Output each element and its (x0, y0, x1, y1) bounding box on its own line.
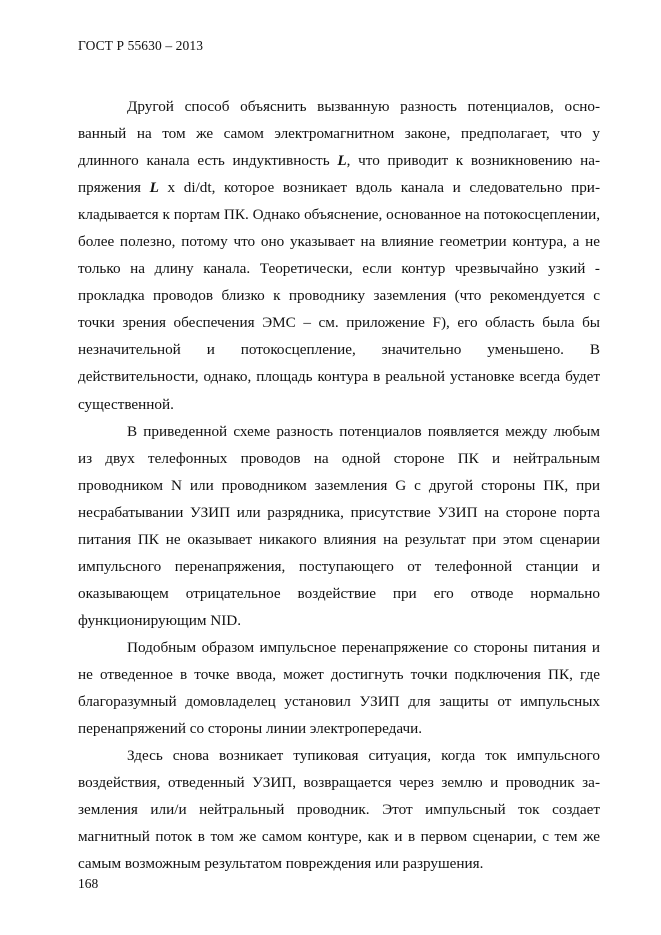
paragraph-dead-end-situation: Здесь снова возникает тупиковая ситуация, когда ток импульсного воздействия, отведенный УЗИП, возвращается через землю и проводник заземления или/и нейтральный проводник. Этот импульсный ток создает магнитный поток в том же самом контуре, как и в первом сценарии, с тем же самым возможным результатом повреждения или разрушения. (78, 747, 600, 873)
body-text (78, 93, 600, 877)
paragraph-1-text-a: Другой способ объяснить вызванную разность потенциалов, основанный на том же самом электромагнитном законе, предполагает, что у длинного канала есть индуктивность (78, 98, 600, 170)
document-code-header: ГОСТ Р 55630 – 2013 (78, 38, 204, 53)
paragraph-1-text-b: , что приводит к возникновению напряжения (78, 152, 600, 197)
page-number: 168 (78, 876, 99, 891)
paragraph-1-text-c: x di/dt, которое возникает вдоль канала и следовательно прикладывается к портам ПК. Однако объяснение, основанное на потокосцеплении, более полезно, потому что оно указывает на влияние геометрии контура, а не только на длину канала. Теоретически, если контур чрезвычайно узкий - прокладка проводов близко к проводнику заземления (что рекомендуется с точки зрения обеспечения ЭМС – см. приложение F), его область была бы незначительной и потокосцепление, значительно уменьшено. В действительности, однако, площадь контура в реальной установке всегда будет существенной. (78, 179, 600, 413)
paragraph-inductance (78, 93, 600, 418)
paragraph-potential-difference: В приведенной схеме разность потенциалов появляется между любым из двух телефонных проводов на одной стороне ПК и нейтральным проводником N или проводником заземления G с другой стороны ПК, при несрабатывании УЗИП или разрядника, присутствие УЗИП на стороне порта питания ПК не оказывает никакого влияния на результат при этом сценарии импульсного перенапряжения, поступающего от телефонной станции и оказывающем отрицательное воздействие при его отводе нормально функционирующим NID. (78, 422, 600, 629)
inductance-symbol-2: L (149, 179, 159, 197)
inductance-symbol: L (337, 152, 347, 170)
paragraph-power-side-surge: Подобным образом импульсное перенапряжение со стороны питания и не отведенное в точке ввода, может достигнуть точки подключения ПК, где благоразумный домовладелец установил УЗИП для защиты от импульсных перенапряжений со стороны линии электропередачи. (78, 638, 600, 738)
